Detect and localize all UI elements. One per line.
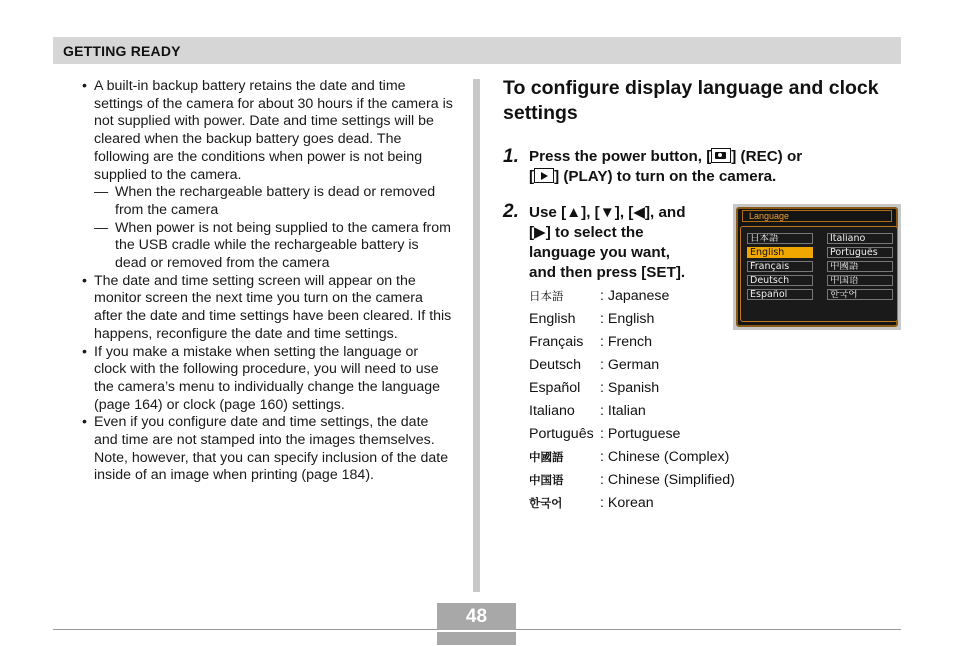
step-1-number: 1. [503,146,519,167]
language-english: : Spanish [600,380,660,396]
page-number: 48 [437,603,516,630]
step-2-line1: Use [▲], [▼], [◀], and [529,204,686,221]
language-english: : French [600,334,653,350]
language-native: Español [529,380,581,396]
language-native: 中國語 [529,450,564,464]
language-english: : German [600,357,660,373]
language-native: 한국어 [529,496,563,510]
screen-option: 日本語 [747,233,813,244]
language-native: English [529,311,576,327]
language-native: 中国语 [529,473,564,487]
step-1-part4: ] (PLAY) to turn on the camera. [554,168,777,185]
language-english: : Italian [600,403,646,419]
column-divider [473,79,480,592]
language-english: : Korean [600,495,654,511]
section-title: To configure display language and clock settings [503,77,879,124]
language-native: Português [529,426,594,442]
page-number-tab [437,632,516,645]
screen-language-panel [740,226,898,322]
screen-option: Español [747,289,813,300]
step-2-line4: and then press [SET]. [529,264,686,281]
language-english: : Chinese (Complex) [600,449,730,465]
screen-option-selected: English [747,247,813,258]
bullet-date-stamp: • Even if you configure date and time settings, the date and time are not stamped into the images themselves. Note, however, that you can specify inclusion of the date inside of an image when printing (page 184). [82,414,454,485]
step-1-part1: Press the power button, [ [529,148,712,165]
screen-option: 中国语 [827,275,893,286]
language-english: : Portuguese [600,426,681,442]
dash-no-usb-power: — When power is not being supplied to the camera from the USB cradle while the rechargeable battery is dead or removed from the camera [82,220,454,273]
step-2-text [529,203,729,283]
language-native: Italiano [529,403,575,419]
bullet-backup-battery: • A built-in backup battery retains the date and time settings of the camera for about 30 hours if the camera is not supplied with power. Date and time settings will be cleared when the backup battery goes dead. The following are the conditions when power is not being supplied to the camera. [82,78,454,184]
header-bar [53,37,901,64]
camera-screen-illustration [733,204,901,330]
screen-option: 中國語 [827,261,893,272]
language-native: Français [529,334,584,350]
page-number-box [437,603,516,645]
dash-battery-removed: — When the rechargeable battery is dead or removed from the camera [82,184,454,219]
language-native: 日本語 [529,289,564,303]
play-icon [534,168,554,183]
bullet-mistake: • If you make a mistake when setting the language or clock with the following procedure, you will need to use the camera’s menu to individually change the language (page 164) or clock (page 160) settings. [82,344,454,415]
language-english: : Japanese [600,288,670,304]
step-2-line3: language you want, [529,244,670,261]
step-2-number: 2. [503,201,519,222]
screen-option: 한국어 [827,289,893,300]
camera-screen-display [736,207,898,327]
screen-title-language: Language [742,210,892,222]
left-column [82,78,454,485]
step-1-text [529,147,889,187]
screen-option: Français [747,261,813,272]
language-english: : Chinese (Simplified) [600,472,735,488]
step-1-part2: ] (REC) or [731,148,803,165]
language-native: Deutsch [529,357,582,373]
screen-option: Italiano [827,233,893,244]
section-header-title: GETTING READY [63,43,181,59]
screen-option: Deutsch [747,275,813,286]
camera-icon [711,148,731,163]
step-2-line2: [▶] to select the [529,224,644,241]
step-1-part3: [ [529,168,535,185]
screen-option: Português [827,247,893,258]
bullet-setting-screen: • The date and time setting screen will appear on the monitor screen the next time you turn on the camera after the date and time settings have been cleared. If this happens, reconfigure the date and time settings. [82,273,454,344]
language-english: : English [600,311,655,327]
